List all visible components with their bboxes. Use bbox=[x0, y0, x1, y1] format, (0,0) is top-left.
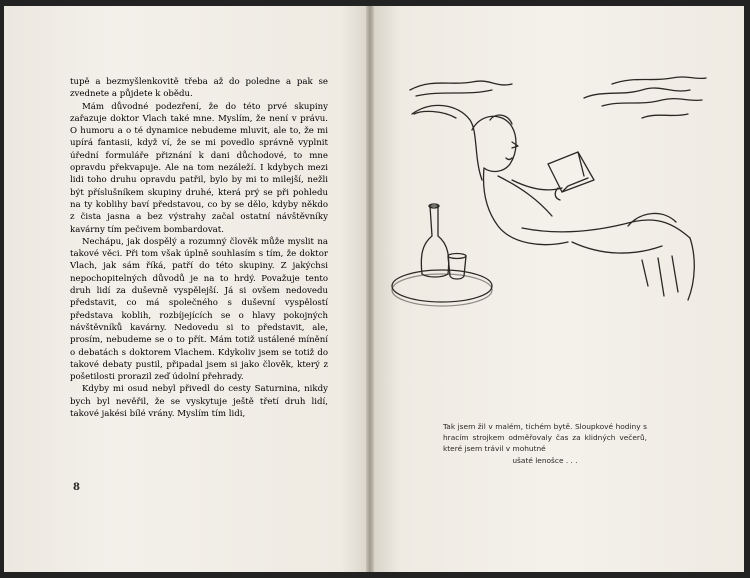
paragraph-4: Kdyby mi osud nebyl přivedl do cesty Saturnina, nikdy bych byl nevěřil, že se vyskytuje ještě třetí druh lidí, takové jakési bílé vrány. Myslím tím lidi, bbox=[70, 384, 328, 420]
body-text bbox=[70, 76, 328, 420]
paragraph-1: tupě a bezmyšlenkovitě třeba až do poledne a pak se zvednete a půjdete k obědu. bbox=[70, 77, 328, 100]
paragraph-3: Nechápu, jak dospělý a rozumný člověk může myslit na takové věci. Při tom však úplně souhlasím s tím, že doktor Vlach, jak sám říká, patří do této skupiny. Z jakýchsi nepochopitelných důvodů je na to hrdý. Považuje tento druh lidí za duševně vyspělejší. Já si ovšem nedovedu představit, co má společného s duševní vyspělostí představa koblih, rozbíjejících se o hlavy pokojných návštěvníků kavárny. Nedovedu si to představit, ale, prosím, nebudeme se o to přít. Mám totiž ustálené mínění o debatách s doktorem Vlachem. Kdykoliv jsem se totiž do takové debaty pustil, připadal jsem si jako člověk, který z pošetilosti prorazil zeď údolní přehrady. bbox=[70, 236, 328, 383]
caption-last-line: ušaté lenošce . . . bbox=[512, 455, 578, 465]
caption-text: Tak jsem žil v malém, tichém bytě. Sloupkové hodiny s hracím strojkem odměřovaly čas za klidných večerů, které jsem trávil v mohutné bbox=[443, 422, 647, 454]
paragraph-2: Mám důvodné podezření, že do této prvé skupiny zařazuje doktor Vlach také mne. Myslím, že není v právu. O humoru a o té dynamice nebudeme mluvit, ale to, že mi upírá fantasii, když ví, že se mi povedlo správně vyplnit úřední formuláře přiznání k dani důchodové, to mne opravdu překvapuje. Ale na tom nezáleží. I kdybych mezi lidi toho druhu opravdu patřil, bylo by mi to milejší, nežli být příslušníkem skupiny druhé, která prý se při pohledu na ty koblihy baví představou, co by se dělo, kdyby někdo z čista jasna a bez výstrahy začal ostatní návštěvníky kavárny tím pečivem bombardovat. bbox=[70, 101, 328, 235]
illustration-caption bbox=[443, 421, 647, 466]
page-number: 8 bbox=[73, 482, 80, 493]
man-reading-in-wingback-chair-icon bbox=[372, 60, 744, 320]
